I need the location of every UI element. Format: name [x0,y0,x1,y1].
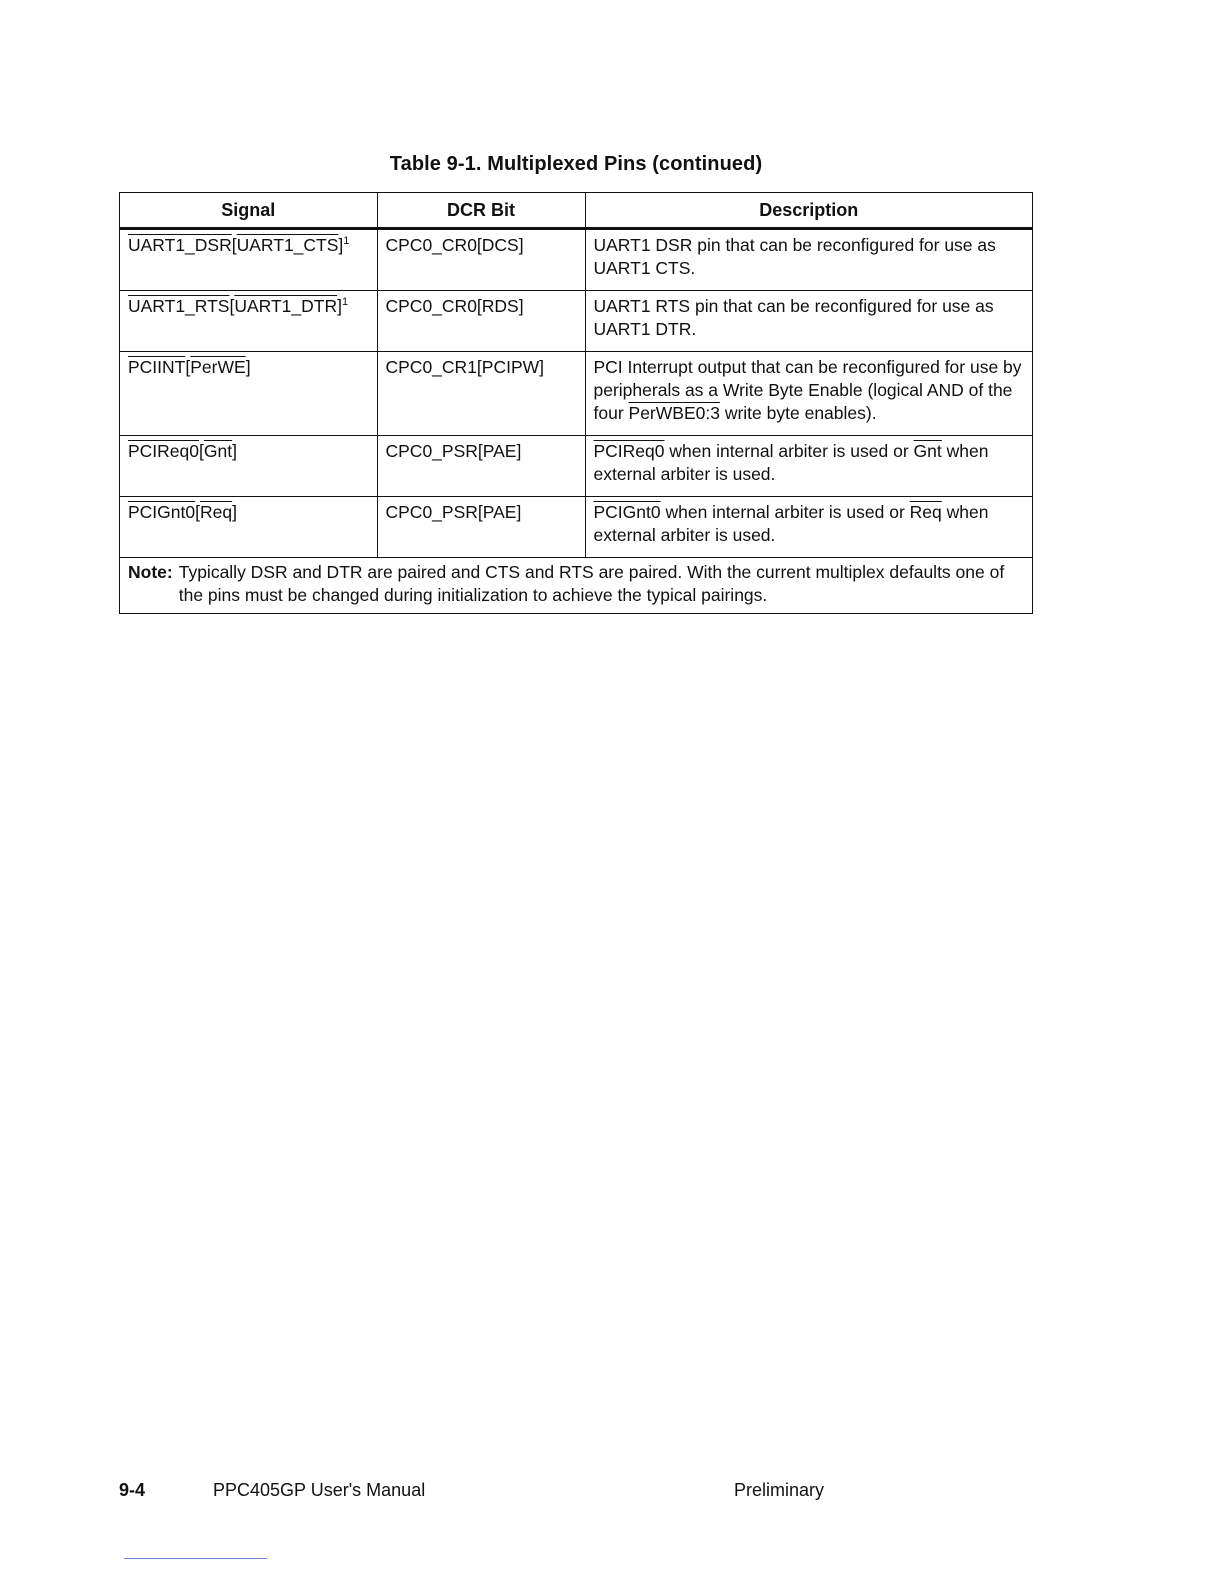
signal-text: ] [232,502,237,522]
dcr-bit-cell: CPC0_PSR[PAE] [377,436,585,497]
signal-text: [ [195,502,200,522]
note-text: Typically DSR and DTR are paired and CTS and RTS are paired. With the current multiplex defaults one of the pins must be changed during initialization to achieve the typical pairings. [178,562,1005,605]
table-row [120,497,1032,558]
footer-manual-title: PPC405GP User's Manual [213,1480,426,1500]
description-text: when external arbiter is used. [593,502,989,545]
signal-overlined-text: $\overline{Gnt}$ [203,441,233,461]
description-cell [585,291,1032,352]
header-description: Description [585,193,1032,229]
description-overlined-text: PerWBE0:3 [628,403,720,423]
signal-overlined-text: UART1_CTS [236,235,339,255]
footer-page-number: 9-4 [119,1480,146,1500]
description-overlined-text: $\overline{Gnt}$ [913,441,942,461]
signal-text: ] [337,296,342,316]
description-overlined-text: PCIGnt0 [593,502,661,522]
table-row [120,229,1032,291]
signal-cell [120,436,377,497]
signal-text: [ [199,441,204,461]
scan-edge-line [124,1558,267,1559]
description-text: PCI Interrupt output that can be reconfigured for use by peripherals as a Write Byte Enable (logical AND of the four [593,357,1022,423]
signal-text: ] [338,235,344,255]
table-caption: Table 9-1. Multiplexed Pins (continued) [389,153,763,175]
signal-text: [ [231,235,237,255]
description-text: UART1 DSR pin that can be reconfigured for use as UART1 CTS. [593,235,996,278]
signal-text: [ [185,357,191,377]
description-cell [585,352,1032,436]
signal-overlined-text: PCIGnt0 [128,502,196,522]
note-label: Note: [128,562,173,582]
signal-overlined-text: PerWE [190,357,246,377]
description-text: when internal arbiter is used or [660,502,910,522]
header-dcr-bit: DCR Bit [377,193,585,229]
signal-cell [120,291,377,352]
table-row [120,352,1032,436]
signal-text: [ [229,296,235,316]
dcr-bit-cell: CPC0_CR1[PCIPW] [377,352,585,436]
description-overlined-text: $\overline{Req}$ [909,502,942,522]
description-overlined-text: PCIReq0 [593,441,665,461]
signal-overlined-text: UART1_DTR [234,296,338,316]
footer-status: Preliminary [734,1480,825,1500]
table-row [120,436,1032,497]
signal-overlined-text: UART1_DSR [128,235,232,255]
description-text: when external arbiter is used. [593,441,989,484]
dcr-bit-cell: CPC0_CR0[RDS] [377,291,585,352]
table-row [120,291,1032,352]
table-body [120,229,1032,558]
signal-cell [120,497,377,558]
dcr-bit-cell: CPC0_PSR[PAE] [377,497,585,558]
description-text: when internal arbiter is used or [664,441,914,461]
description-cell [585,229,1032,291]
description-text: write byte enables). [719,403,877,423]
note-row [120,558,1032,614]
pins-table-grid [120,193,1032,613]
signal-text: ] [245,357,251,377]
signal-overlined-text: UART1_RTS [128,296,230,316]
header-signal: Signal [120,193,377,229]
signal-cell [120,229,377,291]
footnote-marker: 1 [342,296,349,308]
multiplexed-pins-table [119,192,1033,614]
description-cell [585,497,1032,558]
signal-overlined-text: PCIReq0 [128,441,200,461]
signal-overlined-text: $\overline{Req}$ [200,502,233,522]
signal-text: ] [232,441,237,461]
description-cell [585,436,1032,497]
dcr-bit-cell: CPC0_CR0[DCS] [377,229,585,291]
signal-cell [120,352,377,436]
note-cell [120,558,1032,614]
description-text: UART1 RTS pin that can be reconfigured for use as UART1 DTR. [593,296,994,339]
signal-overlined-text: PCIINT [128,357,186,377]
footnote-marker: 1 [343,235,350,247]
table-header-row [120,193,1032,229]
